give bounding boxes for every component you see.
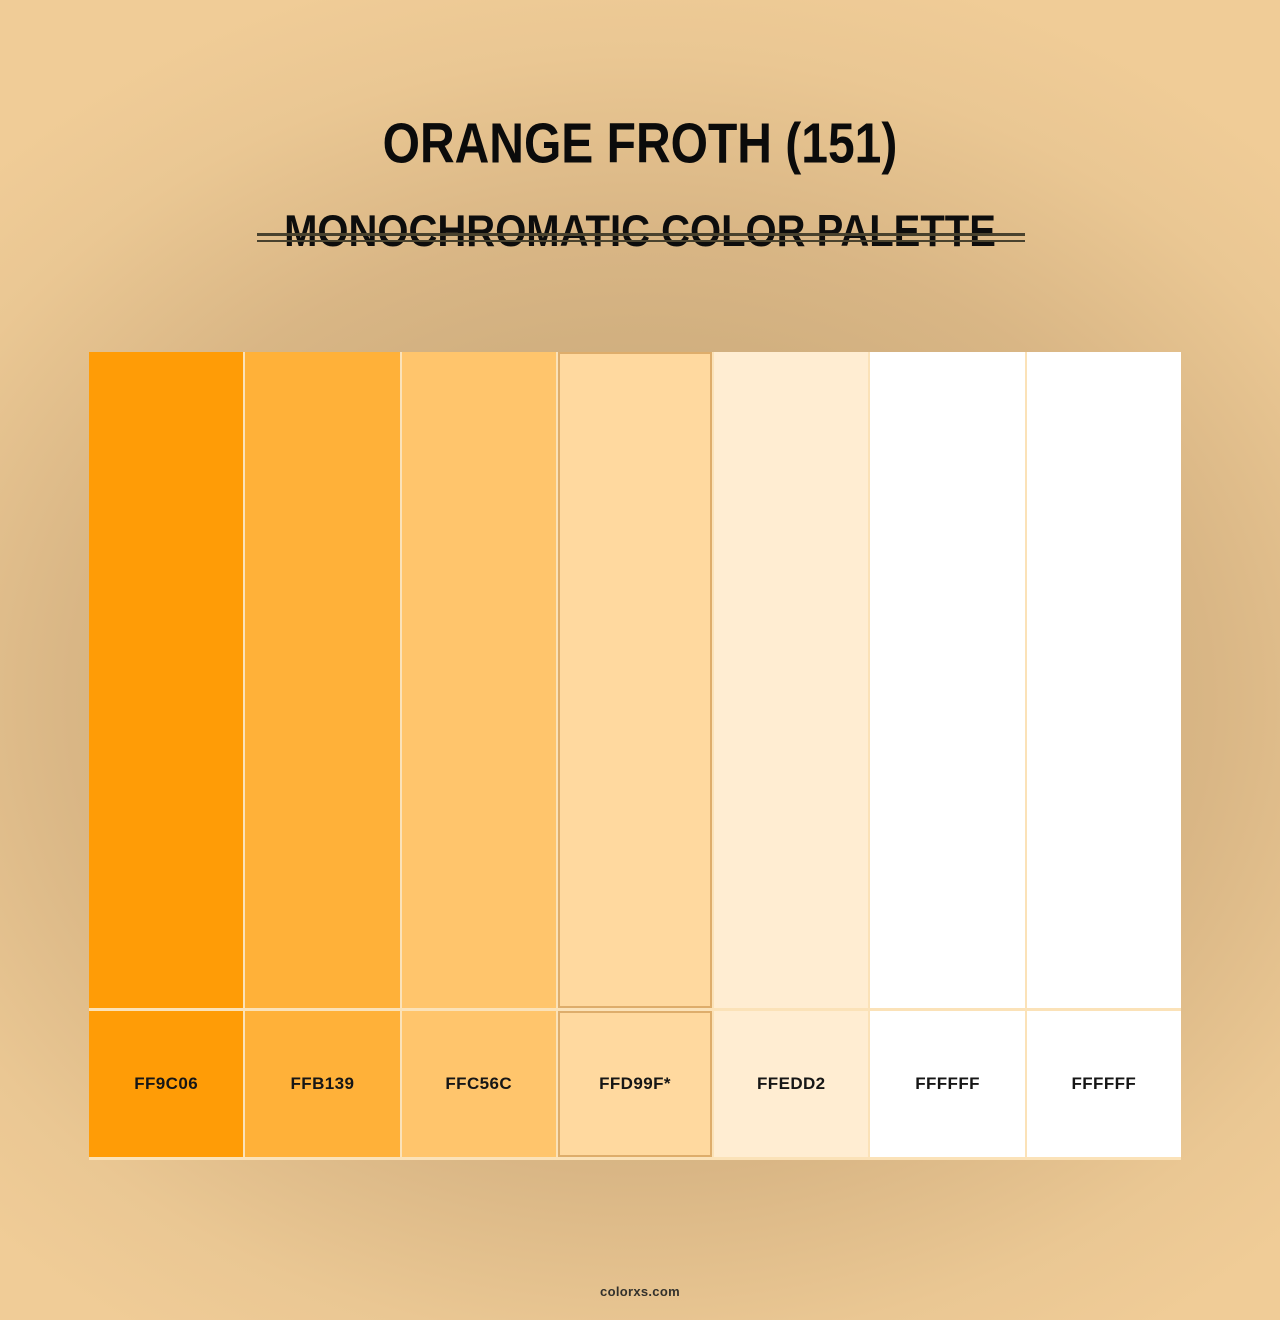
swatch-color-block: [714, 352, 868, 1008]
swatch-hex-label: FFFFFF: [1071, 1074, 1137, 1093]
swatch-hex-label: FFFFFF: [915, 1074, 980, 1093]
swatch-color-block: [870, 352, 1024, 1008]
swatch-label-box: [89, 1011, 243, 1157]
swatch-label-box: [870, 1011, 1024, 1157]
swatch-label-box: [1027, 1011, 1181, 1157]
swatch-hex-label: FFB139: [290, 1074, 355, 1093]
swatch-label-box: [245, 1011, 399, 1157]
site-attribution: colorxs.com: [600, 1284, 680, 1299]
swatch-hex-label: FFEDD2: [757, 1074, 826, 1093]
swatch-label-box: [558, 1011, 712, 1157]
swatch-label-box: [714, 1011, 868, 1157]
swatch-hex-label: FFD99F*: [599, 1074, 671, 1093]
page-title: ORANGE FROTH (151): [382, 113, 898, 176]
swatch-color-block: [89, 352, 243, 1008]
palette-panel: [89, 352, 1181, 1160]
swatch-color-block: [1027, 352, 1181, 1008]
swatch-color-block: [245, 352, 399, 1008]
swatch-color-block: [558, 352, 712, 1008]
swatch-label-box: [402, 1011, 556, 1157]
swatch-hex-label: FFC56C: [445, 1074, 513, 1093]
header-divider: [257, 233, 1025, 242]
swatch-hex-label: FF9C06: [134, 1074, 199, 1093]
page-subtitle: MONOCHROMATIC COLOR PALETTE: [284, 207, 996, 257]
swatch-color-block: [402, 352, 556, 1008]
